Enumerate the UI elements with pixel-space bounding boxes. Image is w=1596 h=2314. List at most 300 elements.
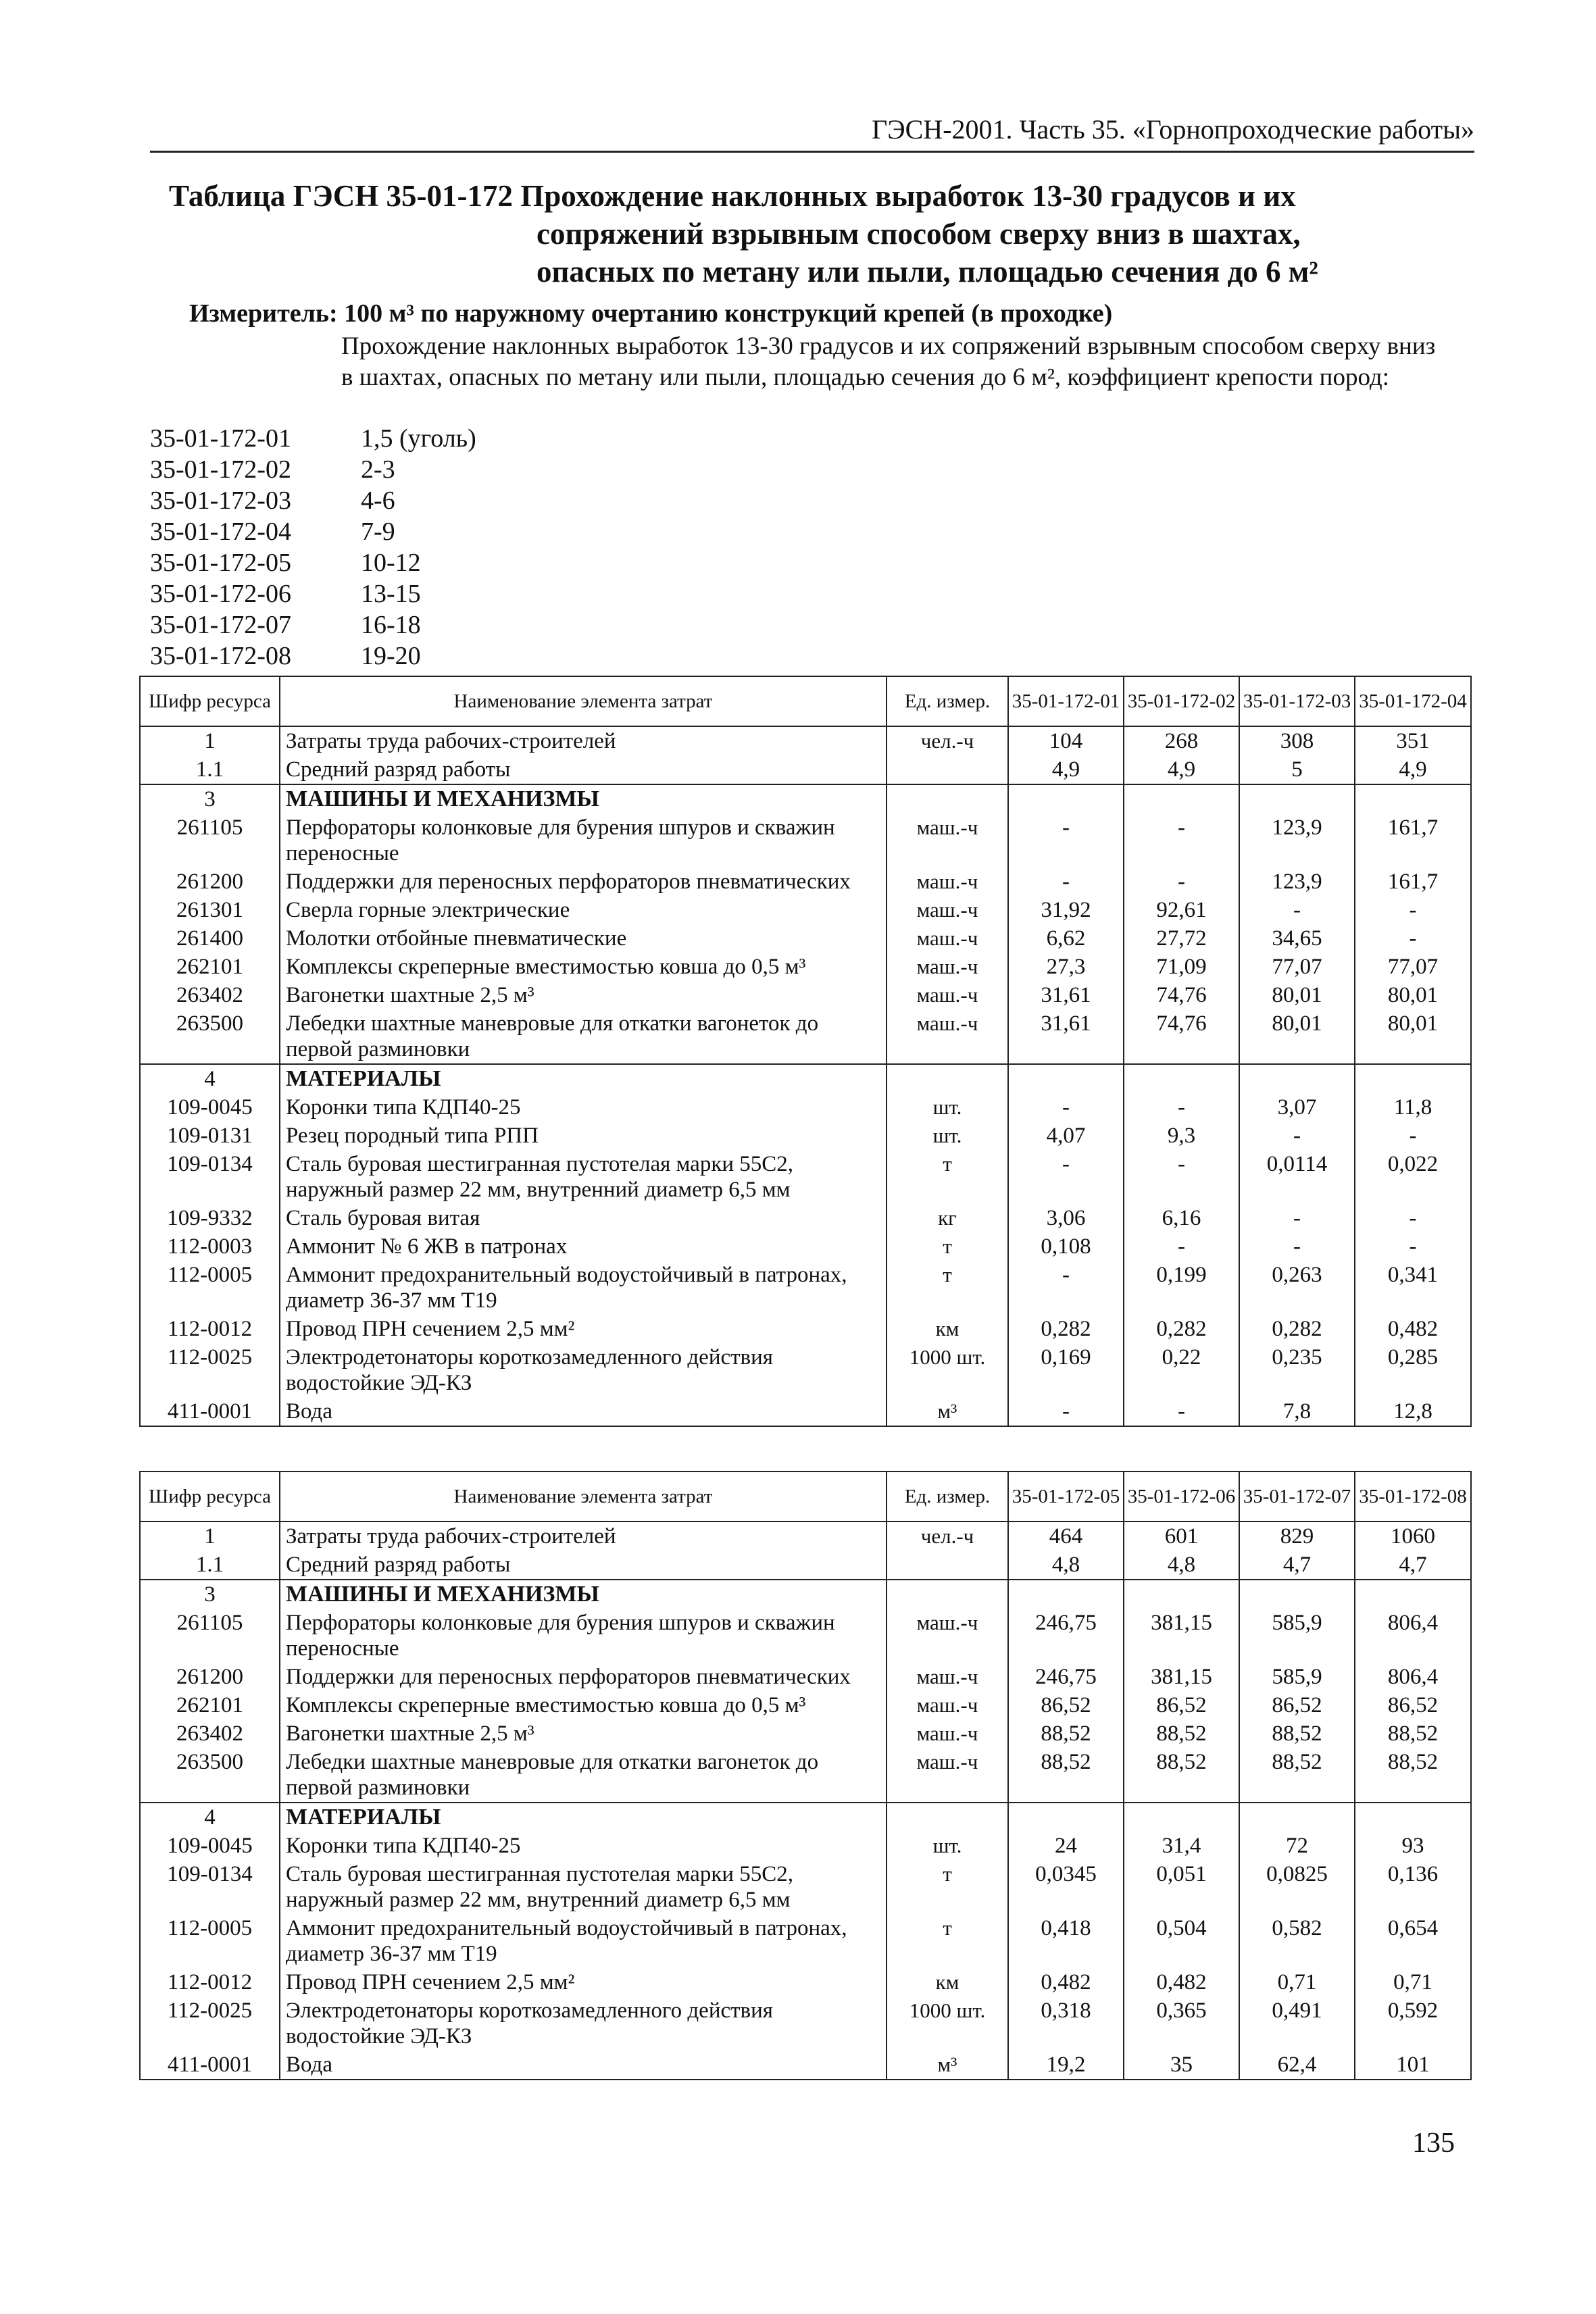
value-cell: 123,9: [1239, 813, 1355, 867]
value-cell: 161,7: [1355, 813, 1471, 867]
resource-name: Электродетонаторы короткозамедленного действия водостойкие ЭД-КЗ: [280, 1343, 887, 1397]
resource-code: 263402: [140, 1719, 280, 1748]
value-cell: 62,4: [1239, 2051, 1355, 2080]
value-cell: -: [1124, 1397, 1239, 1426]
code-number: 35-01-172-04: [150, 518, 291, 546]
value-cell: 6,62: [1008, 924, 1124, 953]
value-cell: [1355, 1803, 1471, 1832]
unit: т: [887, 1860, 1008, 1914]
unit: т: [887, 1150, 1008, 1204]
code-list-item: [150, 578, 476, 609]
value-cell: -: [1239, 1204, 1355, 1232]
value-cell: 123,9: [1239, 867, 1355, 896]
value-cell: 0,0345: [1008, 1860, 1124, 1914]
resource-code: 112-0003: [140, 1232, 280, 1261]
value-cell: 93: [1355, 1832, 1471, 1860]
value-cell: 0,108: [1008, 1232, 1124, 1261]
work-description: Прохождение наклонных выработок 13-30 градусов и их сопряжений взрывным способом сверху вниз в шахтах, опасных по метану или пыли, площадью сечения до 6 м², коэффициент крепости пород:: [341, 332, 1436, 391]
value-cell: 161,7: [1355, 867, 1471, 896]
table-row: [140, 726, 1471, 755]
resource-name: Вагонетки шахтные 2,5 м³: [280, 1719, 887, 1748]
value-cell: [1008, 1064, 1124, 1093]
value-cell: 3,07: [1239, 1093, 1355, 1122]
table-row: [140, 2051, 1471, 2080]
resource-name: Провод ПРН сечением 2,5 мм²: [280, 1968, 887, 1996]
resource-code: 109-9332: [140, 1204, 280, 1232]
unit: м³: [887, 2051, 1008, 2080]
value-cell: 101: [1355, 2051, 1471, 2080]
resource-code: 112-0025: [140, 1343, 280, 1397]
value-cell: 77,07: [1239, 953, 1355, 981]
value-cell: -: [1124, 1150, 1239, 1204]
resource-name: Коронки типа КДП40-25: [280, 1093, 887, 1122]
table-row: [140, 1122, 1471, 1150]
column-header: 35-01-172-07: [1239, 1472, 1355, 1521]
resource-code: 109-0045: [140, 1093, 280, 1122]
resource-code: 1: [140, 1521, 280, 1551]
resource-name: МАШИНЫ И МЕХАНИЗМЫ: [280, 1580, 887, 1609]
value-cell: 31,4: [1124, 1832, 1239, 1860]
value-cell: [1355, 1064, 1471, 1093]
table-row: [140, 1064, 1471, 1093]
table-row: [140, 1204, 1471, 1232]
value-cell: 88,52: [1124, 1719, 1239, 1748]
column-header: 35-01-172-02: [1124, 676, 1239, 726]
value-cell: 4,8: [1008, 1551, 1124, 1580]
unit: км: [887, 1315, 1008, 1343]
unit: маш.-ч: [887, 953, 1008, 981]
table-row: [140, 1580, 1471, 1609]
code-list-item: [150, 454, 476, 485]
column-header: Наименование элемента затрат: [280, 1472, 887, 1521]
resource-code: 411-0001: [140, 1397, 280, 1426]
value-cell: 104: [1008, 726, 1124, 755]
value-cell: 0,282: [1124, 1315, 1239, 1343]
value-cell: 72: [1239, 1832, 1355, 1860]
resource-code: 263402: [140, 981, 280, 1009]
resource-code: 261200: [140, 867, 280, 896]
value-cell: -: [1239, 896, 1355, 924]
value-cell: 27,3: [1008, 953, 1124, 981]
value-cell: 0,482: [1124, 1968, 1239, 1996]
code-value: 4-6: [361, 486, 395, 515]
measure-unit: Измеритель: 100 м³ по наружному очертанию конструкций крепей (в проходке): [189, 299, 1113, 328]
value-cell: 19,2: [1008, 2051, 1124, 2080]
table-row: [140, 924, 1471, 953]
value-cell: 0,582: [1239, 1914, 1355, 1968]
table-row: [140, 1343, 1471, 1397]
value-cell: -: [1355, 1204, 1471, 1232]
value-cell: 11,8: [1355, 1093, 1471, 1122]
value-cell: 88,52: [1355, 1719, 1471, 1748]
unit: шт.: [887, 1093, 1008, 1122]
column-header: 35-01-172-05: [1008, 1472, 1124, 1521]
value-cell: 12,8: [1355, 1397, 1471, 1426]
value-cell: [1239, 1064, 1355, 1093]
resource-code: 261200: [140, 1663, 280, 1691]
resource-code: 263500: [140, 1748, 280, 1803]
code-list-item: [150, 516, 476, 547]
table-row: [140, 755, 1471, 784]
unit: [887, 784, 1008, 813]
value-cell: 88,52: [1239, 1748, 1355, 1803]
unit: [887, 755, 1008, 784]
code-number: 35-01-172-02: [150, 455, 291, 484]
unit: маш.-ч: [887, 981, 1008, 1009]
code-number: 35-01-172-07: [150, 611, 291, 639]
resource-name: Сталь буровая шестигранная пустотелая марки 55С2, наружный размер 22 мм, внутренний диаметр 6,5 мм: [280, 1150, 887, 1204]
table-row: [140, 1719, 1471, 1748]
unit: маш.-ч: [887, 1009, 1008, 1064]
value-cell: 7,8: [1239, 1397, 1355, 1426]
unit: [887, 1803, 1008, 1832]
value-cell: 464: [1008, 1521, 1124, 1551]
code-number: 35-01-172-05: [150, 549, 291, 577]
unit: маш.-ч: [887, 813, 1008, 867]
value-cell: 806,4: [1355, 1663, 1471, 1691]
value-cell: 0,282: [1239, 1315, 1355, 1343]
code-number: 35-01-172-06: [150, 580, 291, 608]
column-header: Шифр ресурса: [140, 1472, 280, 1521]
value-cell: 585,9: [1239, 1609, 1355, 1663]
value-cell: -: [1124, 867, 1239, 896]
value-cell: 88,52: [1008, 1719, 1124, 1748]
value-cell: -: [1124, 813, 1239, 867]
value-cell: -: [1008, 867, 1124, 896]
resource-code: 1: [140, 726, 280, 755]
resource-name: Аммонит № 6 ЖВ в патронах: [280, 1232, 887, 1261]
table-row: [140, 1748, 1471, 1803]
unit: маш.-ч: [887, 1609, 1008, 1663]
value-cell: 4,8: [1124, 1551, 1239, 1580]
title-line-3: опасных по метану или пыли, площадью сечения до 6 м²: [537, 255, 1318, 288]
title-line-2: сопряжений взрывным способом сверху вниз в шахтах,: [537, 217, 1301, 251]
value-cell: 0,051: [1124, 1860, 1239, 1914]
page-number: 135: [1412, 2128, 1455, 2159]
unit: маш.-ч: [887, 1719, 1008, 1748]
value-cell: 86,52: [1355, 1691, 1471, 1719]
table-row: [140, 867, 1471, 896]
title-line-1: Таблица ГЭСН 35-01-172 Прохождение наклонных выработок 13-30 градусов и их: [169, 179, 1296, 213]
value-cell: 0,169: [1008, 1343, 1124, 1397]
resource-code: 261400: [140, 924, 280, 953]
value-cell: [1008, 1803, 1124, 1832]
code-number: 35-01-172-01: [150, 424, 291, 453]
resource-code: 112-0025: [140, 1996, 280, 2051]
value-cell: -: [1355, 924, 1471, 953]
column-header: 35-01-172-03: [1239, 676, 1355, 726]
code-list-item: [150, 423, 476, 454]
value-cell: 0,136: [1355, 1860, 1471, 1914]
unit: маш.-ч: [887, 867, 1008, 896]
value-cell: 0,654: [1355, 1914, 1471, 1968]
value-cell: 92,61: [1124, 896, 1239, 924]
value-cell: 31,61: [1008, 1009, 1124, 1064]
table-row: [140, 1968, 1471, 1996]
unit: чел.-ч: [887, 1521, 1008, 1551]
table-row: [140, 1663, 1471, 1691]
table-row: [140, 1315, 1471, 1343]
value-cell: 80,01: [1355, 981, 1471, 1009]
resource-name: Резец породный типа РПП: [280, 1122, 887, 1150]
value-cell: 0,71: [1355, 1968, 1471, 1996]
unit: км: [887, 1968, 1008, 1996]
value-cell: 77,07: [1355, 953, 1471, 981]
value-cell: 0,482: [1008, 1968, 1124, 1996]
value-cell: 3,06: [1008, 1204, 1124, 1232]
column-header: 35-01-172-08: [1355, 1472, 1471, 1521]
table-row: [140, 1609, 1471, 1663]
value-cell: 0,235: [1239, 1343, 1355, 1397]
table-row: [140, 1009, 1471, 1064]
resource-name: Провод ПРН сечением 2,5 мм²: [280, 1315, 887, 1343]
value-cell: 0,491: [1239, 1996, 1355, 2051]
value-cell: 1060: [1355, 1521, 1471, 1551]
value-cell: [1239, 784, 1355, 813]
value-cell: 86,52: [1124, 1691, 1239, 1719]
resource-code: 262101: [140, 1691, 280, 1719]
value-cell: 0,482: [1355, 1315, 1471, 1343]
table-title: [169, 177, 1372, 291]
value-cell: 24: [1008, 1832, 1124, 1860]
value-cell: 4,9: [1124, 755, 1239, 784]
table-row: [140, 896, 1471, 924]
resource-name: Лебедки шахтные маневровые для откатки вагонеток до первой разминовки: [280, 1009, 887, 1064]
value-cell: 74,76: [1124, 981, 1239, 1009]
column-header: 35-01-172-01: [1008, 676, 1124, 726]
value-cell: [1239, 1803, 1355, 1832]
resource-code: 261105: [140, 1609, 280, 1663]
value-cell: 80,01: [1355, 1009, 1471, 1064]
table-row: [140, 1232, 1471, 1261]
value-cell: 0,22: [1124, 1343, 1239, 1397]
resource-code: 109-0134: [140, 1150, 280, 1204]
value-cell: -: [1124, 1232, 1239, 1261]
value-cell: [1008, 1580, 1124, 1609]
resource-name: Перфораторы колонковые для бурения шпуров и скважин переносные: [280, 813, 887, 867]
resource-table-1: [139, 676, 1472, 1427]
table-row: [140, 1261, 1471, 1315]
value-cell: 88,52: [1124, 1748, 1239, 1803]
value-cell: 246,75: [1008, 1663, 1124, 1691]
value-cell: 0,365: [1124, 1996, 1239, 2051]
value-cell: 34,65: [1239, 924, 1355, 953]
code-list-item: [150, 640, 476, 672]
column-header: Шифр ресурса: [140, 676, 280, 726]
value-cell: 71,09: [1124, 953, 1239, 981]
table-row: [140, 813, 1471, 867]
resource-code: 261301: [140, 896, 280, 924]
resource-name: Поддержки для переносных перфораторов пневматических: [280, 867, 887, 896]
unit: т: [887, 1261, 1008, 1315]
resource-name: МАТЕРИАЛЫ: [280, 1803, 887, 1832]
value-cell: -: [1008, 813, 1124, 867]
value-cell: [1124, 1580, 1239, 1609]
value-cell: 27,72: [1124, 924, 1239, 953]
resource-name: Перфораторы колонковые для бурения шпуров и скважин переносные: [280, 1609, 887, 1663]
resource-name: Аммонит предохранительный водоустойчивый в патронах, диаметр 36-37 мм Т19: [280, 1914, 887, 1968]
value-cell: [1355, 784, 1471, 813]
resource-table-2: [139, 1471, 1472, 2080]
code-list-item: [150, 485, 476, 516]
resource-code: 1.1: [140, 1551, 280, 1580]
resource-name: Коронки типа КДП40-25: [280, 1832, 887, 1860]
table-row: [140, 953, 1471, 981]
resource-name: МАТЕРИАЛЫ: [280, 1064, 887, 1093]
value-cell: 0,504: [1124, 1914, 1239, 1968]
value-cell: 0,199: [1124, 1261, 1239, 1315]
table-row: [140, 1914, 1471, 1968]
resource-name: Средний разряд работы: [280, 755, 887, 784]
value-cell: [1124, 784, 1239, 813]
value-cell: [1239, 1580, 1355, 1609]
unit: шт.: [887, 1832, 1008, 1860]
value-cell: 31,92: [1008, 896, 1124, 924]
code-list-item: [150, 547, 476, 578]
code-number: 35-01-172-08: [150, 642, 291, 670]
value-cell: 5: [1239, 755, 1355, 784]
unit: маш.-ч: [887, 896, 1008, 924]
value-cell: 86,52: [1239, 1691, 1355, 1719]
value-cell: 31,61: [1008, 981, 1124, 1009]
value-cell: 351: [1355, 726, 1471, 755]
value-cell: 246,75: [1008, 1609, 1124, 1663]
table-row: [140, 1397, 1471, 1426]
unit: кг: [887, 1204, 1008, 1232]
value-cell: -: [1008, 1261, 1124, 1315]
column-header: Ед. измер.: [887, 1472, 1008, 1521]
value-cell: 806,4: [1355, 1609, 1471, 1663]
resource-code: 263500: [140, 1009, 280, 1064]
resource-code: 261105: [140, 813, 280, 867]
running-header: ГЭСН-2001. Часть 35. «Горнопроходческие работы»: [150, 114, 1474, 153]
unit: шт.: [887, 1122, 1008, 1150]
value-cell: 0,71: [1239, 1968, 1355, 1996]
resource-name: Сталь буровая витая: [280, 1204, 887, 1232]
resource-code: 262101: [140, 953, 280, 981]
unit: 1000 шт.: [887, 1343, 1008, 1397]
resource-name: Затраты труда рабочих-строителей: [280, 1521, 887, 1551]
value-cell: 0,022: [1355, 1150, 1471, 1204]
unit: м³: [887, 1397, 1008, 1426]
resource-code: 109-0131: [140, 1122, 280, 1150]
table-row: [140, 784, 1471, 813]
value-cell: 0,263: [1239, 1261, 1355, 1315]
value-cell: -: [1355, 1232, 1471, 1261]
unit: маш.-ч: [887, 924, 1008, 953]
value-cell: 35: [1124, 2051, 1239, 2080]
code-value: 7-9: [361, 518, 395, 546]
column-header: Наименование элемента затрат: [280, 676, 887, 726]
column-header: 35-01-172-06: [1124, 1472, 1239, 1521]
code-number: 35-01-172-03: [150, 486, 291, 515]
unit: маш.-ч: [887, 1691, 1008, 1719]
resource-code: 112-0005: [140, 1914, 280, 1968]
value-cell: 6,16: [1124, 1204, 1239, 1232]
unit: 1000 шт.: [887, 1996, 1008, 2051]
unit: т: [887, 1914, 1008, 1968]
value-cell: -: [1008, 1150, 1124, 1204]
value-cell: 0,318: [1008, 1996, 1124, 2051]
value-cell: -: [1124, 1093, 1239, 1122]
code-list-item: [150, 609, 476, 640]
unit: чел.-ч: [887, 726, 1008, 755]
table-row: [140, 1996, 1471, 2051]
value-cell: 0,0114: [1239, 1150, 1355, 1204]
value-cell: 0,282: [1008, 1315, 1124, 1343]
resource-name: МАШИНЫ И МЕХАНИЗМЫ: [280, 784, 887, 813]
code-value: 10-12: [361, 549, 421, 577]
resource-name: Сверла горные электрические: [280, 896, 887, 924]
value-cell: 4,9: [1008, 755, 1124, 784]
resource-name: Средний разряд работы: [280, 1551, 887, 1580]
value-cell: [1124, 1064, 1239, 1093]
resource-code: 112-0012: [140, 1968, 280, 1996]
value-cell: 4,7: [1239, 1551, 1355, 1580]
resource-code: 4: [140, 1064, 280, 1093]
table-row: [140, 1150, 1471, 1204]
value-cell: 4,9: [1355, 755, 1471, 784]
value-cell: -: [1008, 1093, 1124, 1122]
value-cell: 4,7: [1355, 1551, 1471, 1580]
value-cell: [1355, 1580, 1471, 1609]
value-cell: 88,52: [1008, 1748, 1124, 1803]
code-value: 16-18: [361, 611, 421, 639]
resource-name: Комплексы скреперные вместимостью ковша до 0,5 м³: [280, 953, 887, 981]
value-cell: 0,592: [1355, 1996, 1471, 2051]
value-cell: 268: [1124, 726, 1239, 755]
table-row: [140, 1521, 1471, 1551]
value-cell: 80,01: [1239, 1009, 1355, 1064]
value-cell: [1124, 1803, 1239, 1832]
value-cell: -: [1239, 1122, 1355, 1150]
resource-name: Лебедки шахтные маневровые для откатки вагонеток до первой разминовки: [280, 1748, 887, 1803]
value-cell: 86,52: [1008, 1691, 1124, 1719]
unit: маш.-ч: [887, 1663, 1008, 1691]
value-cell: 0,285: [1355, 1343, 1471, 1397]
table-row: [140, 1551, 1471, 1580]
resource-code: 4: [140, 1803, 280, 1832]
table-row: [140, 1832, 1471, 1860]
resource-name: Аммонит предохранительный водоустойчивый в патронах, диаметр 36-37 мм Т19: [280, 1261, 887, 1315]
code-value: 2-3: [361, 455, 395, 484]
table-row: [140, 981, 1471, 1009]
resource-name: Затраты труда рабочих-строителей: [280, 726, 887, 755]
resource-name: Вода: [280, 2051, 887, 2080]
code-value: 1,5 (уголь): [361, 424, 476, 453]
table-row: [140, 1691, 1471, 1719]
resource-code: 109-0045: [140, 1832, 280, 1860]
value-cell: 829: [1239, 1521, 1355, 1551]
resource-name: Вагонетки шахтные 2,5 м³: [280, 981, 887, 1009]
value-cell: -: [1239, 1232, 1355, 1261]
resource-code: 1.1: [140, 755, 280, 784]
value-cell: -: [1355, 1122, 1471, 1150]
resource-code: 3: [140, 784, 280, 813]
unit: т: [887, 1232, 1008, 1261]
value-cell: 74,76: [1124, 1009, 1239, 1064]
resource-name: Сталь буровая шестигранная пустотелая марки 55С2, наружный размер 22 мм, внутренний диаметр 6,5 мм: [280, 1860, 887, 1914]
value-cell: 308: [1239, 726, 1355, 755]
value-cell: 9,3: [1124, 1122, 1239, 1150]
value-cell: 601: [1124, 1521, 1239, 1551]
value-cell: 88,52: [1239, 1719, 1355, 1748]
resource-code: 112-0012: [140, 1315, 280, 1343]
value-cell: -: [1008, 1397, 1124, 1426]
value-cell: 381,15: [1124, 1663, 1239, 1691]
code-value: 19-20: [361, 642, 421, 670]
resource-code: 411-0001: [140, 2051, 280, 2080]
